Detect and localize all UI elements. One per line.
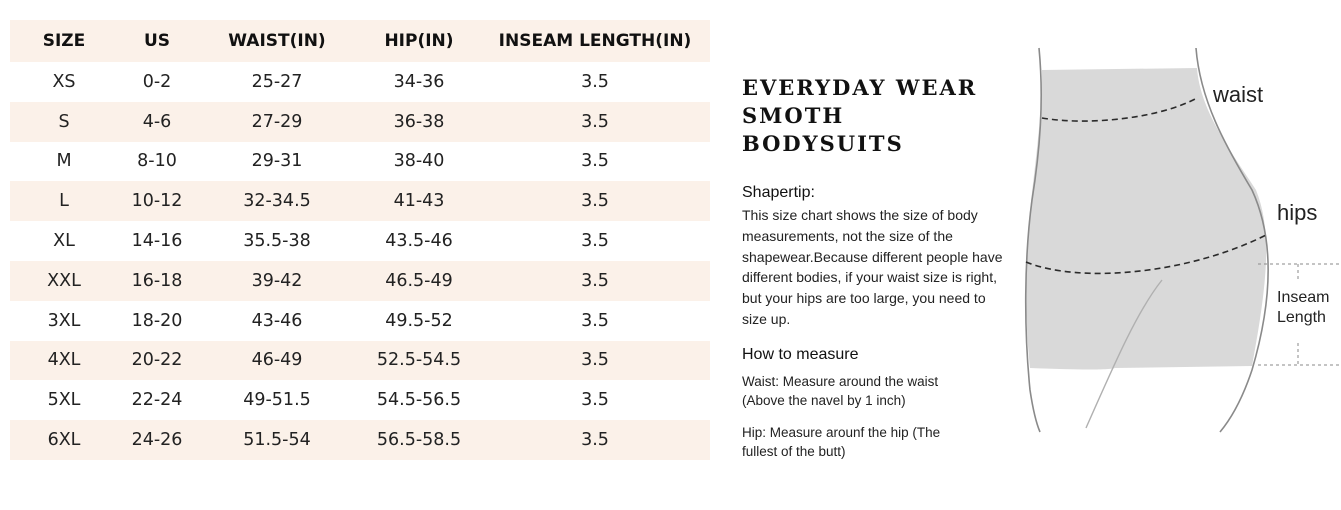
cell-size: XXL (10, 261, 118, 301)
cell-hip: 43.5-46 (385, 231, 453, 252)
shapertip-body: This size chart shows the size of body measurements, not the size of the shapewear.Because different people have different bodies, if your waist size is right, but your hips are too large, you need to size up. (742, 207, 1003, 327)
cell-size: XL (53, 231, 75, 252)
cell-inseam: 3.5 (581, 310, 609, 331)
cell-hip: 38-40 (393, 151, 445, 172)
cell-hip: 52.5-54.5 (358, 341, 480, 381)
cell-hip: 54.5-56.5 (376, 390, 462, 411)
cell-inseam: 3.5 (581, 231, 609, 252)
product-headline (742, 74, 1012, 158)
shapertip-title: Shapertip: (742, 184, 815, 201)
cell-waist: 46-49 (196, 341, 358, 381)
cell-inseam: 3.5 (480, 102, 710, 142)
table-row (10, 301, 710, 341)
waist-instruction: Waist: Measure around the waist (Above the navel by 1 inch) (742, 373, 939, 409)
cell-us: 10-12 (118, 181, 196, 221)
cell-inseam: 3.5 (581, 151, 609, 172)
header-hip: HIP(IN) (358, 20, 480, 62)
cell-inseam: 3.5 (480, 181, 710, 221)
garment-shape (1026, 68, 1266, 370)
cell-waist: 43-46 (251, 310, 303, 331)
cell-waist: 51.5-54 (196, 420, 358, 460)
cell-inseam: 3.5 (581, 71, 609, 92)
header-inseam-length: INSEAM LENGTH(IN) (480, 20, 710, 62)
cell-us: 16-18 (118, 261, 196, 301)
hips-label: hips (1277, 200, 1318, 225)
cell-hip: 41-43 (358, 181, 480, 221)
cell-size: 6XL (10, 420, 118, 460)
cell-size: 3XL (47, 310, 81, 331)
cell-waist: 35.5-38 (243, 231, 311, 252)
cell-inseam: 3.5 (480, 261, 710, 301)
headline-line-1: EVERYDAY WEAR (742, 75, 978, 100)
cell-inseam: 3.5 (581, 390, 609, 411)
cell-hip: 46.5-49 (358, 261, 480, 301)
cell-size: 4XL (10, 341, 118, 381)
cell-us: 14-16 (131, 231, 183, 252)
headline-line-2: SMOTH BODYSUITS (742, 103, 904, 156)
header-us: US (118, 20, 196, 62)
cell-waist: 39-42 (196, 261, 358, 301)
cell-size: 5XL (47, 390, 81, 411)
cell-us: 20-22 (118, 341, 196, 381)
cell-hip: 34-36 (393, 71, 445, 92)
table-row (10, 142, 710, 182)
header-waist: WAIST(IN) (196, 20, 358, 62)
cell-hip: 56.5-58.5 (358, 420, 480, 460)
table-row (10, 62, 710, 102)
cell-us: 0-2 (142, 71, 172, 92)
table-row (10, 221, 710, 261)
cell-inseam: 3.5 (480, 341, 710, 381)
inseam-label-line-2: Length (1277, 309, 1326, 326)
table-row (10, 341, 710, 381)
cell-size: L (10, 181, 118, 221)
cell-us: 24-26 (118, 420, 196, 460)
table-row (10, 261, 710, 301)
cell-size: S (10, 102, 118, 142)
cell-waist: 32-34.5 (196, 181, 358, 221)
cell-hip: 36-38 (358, 102, 480, 142)
cell-inseam: 3.5 (480, 420, 710, 460)
cell-size: M (56, 151, 72, 172)
cell-waist: 25-27 (251, 71, 303, 92)
cell-hip: 49.5-52 (385, 310, 453, 331)
cell-us: 4-6 (118, 102, 196, 142)
cell-waist: 27-29 (196, 102, 358, 142)
cell-us: 22-24 (131, 390, 183, 411)
cell-waist: 29-31 (251, 151, 303, 172)
header-size: SIZE (10, 20, 118, 62)
hip-instruction: Hip: Measure arounf the hip (The fullest of the butt) (742, 424, 941, 460)
size-chart-table (10, 20, 710, 460)
table-row (10, 420, 710, 460)
cell-size: XS (52, 71, 76, 92)
cell-waist: 49-51.5 (243, 390, 311, 411)
table-row (10, 102, 710, 142)
how-to-measure-title: How to measure (742, 345, 859, 363)
product-info-panel (742, 74, 1012, 462)
table-row (10, 181, 710, 221)
table-header-row (10, 20, 710, 62)
table-row (10, 380, 710, 420)
cell-us: 18-20 (131, 310, 183, 331)
measurement-diagram (1020, 40, 1341, 440)
bodysuit-illustration (1020, 40, 1341, 440)
inseam-length-label (1277, 288, 1341, 328)
inseam-label-line-1: Inseam (1277, 289, 1330, 306)
cell-us: 8-10 (137, 151, 177, 172)
waist-label: waist (1213, 82, 1264, 107)
